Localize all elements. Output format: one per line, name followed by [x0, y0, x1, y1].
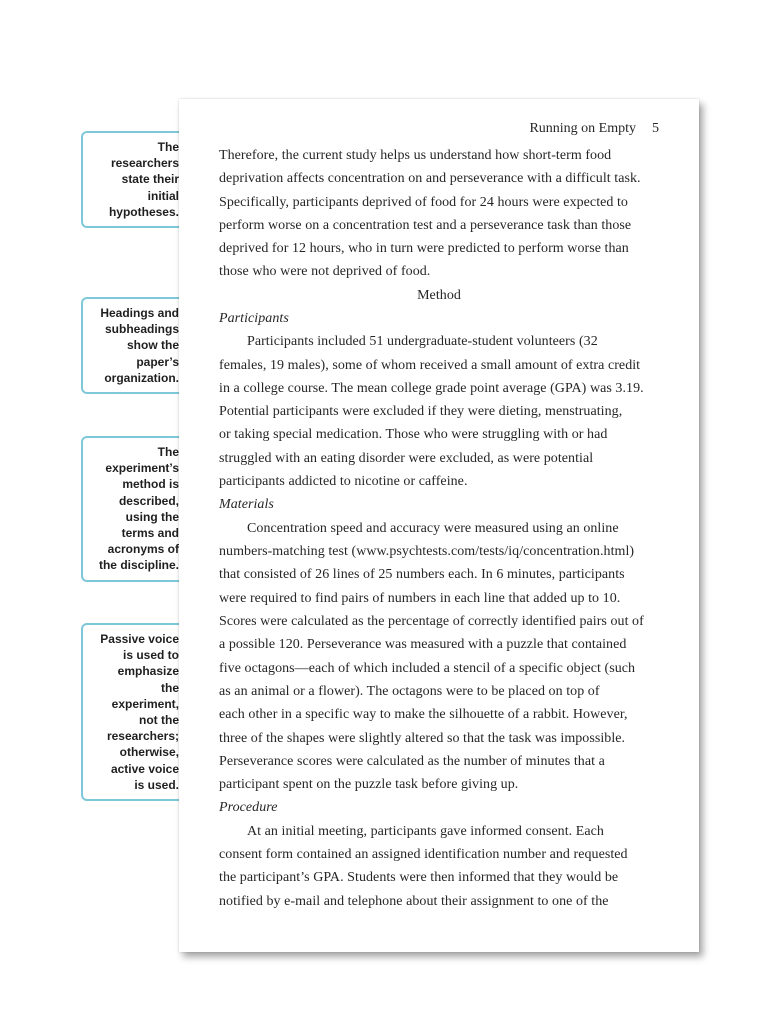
annotation-line: emphasize: [117, 664, 179, 679]
annotation-line: active voice: [110, 761, 179, 776]
annotation-line: is used.: [134, 777, 179, 792]
annotation-line: experiment,: [111, 696, 179, 711]
annotation-line: organization.: [104, 370, 179, 385]
body-line: in a college course. The mean college grade point average (GPA) was 3.19.: [219, 381, 644, 396]
annotation-line: paper’s: [136, 354, 179, 369]
annotation-line: acronyms of: [107, 542, 179, 557]
body-line: Participants included 51 undergraduate-student volunteers (32: [247, 334, 598, 349]
section-heading-method: Method: [417, 288, 461, 303]
subheading-materials: Materials: [219, 497, 274, 512]
annotation-line: Passive voice: [100, 632, 179, 646]
annotation-line: method is: [122, 477, 179, 492]
body-line: numbers-matching test (www.psychtests.com/tests/iq/concentration.html): [219, 544, 635, 559]
body-line: three of the shapes were slightly altered so that the task was impossible.: [219, 731, 626, 746]
body-line: participants addicted to nicotine or caffeine.: [219, 474, 468, 489]
annotation-method: [81, 436, 189, 582]
body-line: Concentration speed and accuracy were measured using an online: [247, 521, 619, 536]
body-line: consent form contained an assigned identification number and requested: [219, 847, 628, 862]
body-line: Perseverance scores were calculated as the number of minutes that a: [219, 754, 605, 769]
body-line: Scores were calculated as the percentage of correctly identified pairs out of: [219, 614, 644, 629]
annotation-line: not the: [139, 713, 179, 728]
subheading-participants: Participants: [219, 311, 289, 326]
annotation-line: researchers;: [106, 729, 179, 744]
annotation-line: described,: [118, 493, 179, 508]
body-line: were required to find pairs of numbers in each line that added up to 10.: [219, 591, 621, 606]
annotation-line: initial: [147, 188, 179, 203]
body-line: each other in a specific way to make the silhouette of a rabbit. However,: [219, 707, 628, 722]
body-line: deprivation affects concentration on and perseverance with a difficult task.: [219, 171, 641, 186]
annotation-line: subheadings: [104, 322, 179, 337]
body-line: struggled with an eating disorder were excluded, as were potential: [219, 451, 594, 466]
body-line: five octagons—each of which included a stencil of a specific object (such: [219, 661, 636, 676]
body-line: participant spent on the puzzle task before giving up.: [219, 777, 519, 792]
annotation-passive-voice: [81, 623, 189, 801]
annotation-line: researchers: [110, 156, 179, 171]
body-line: Specifically, participants deprived of food for 24 hours were expected to: [219, 195, 628, 210]
annotation-line: hypotheses.: [108, 204, 179, 219]
body-line: Potential participants were excluded if they were dieting, menstruating,: [219, 404, 623, 419]
annotation-line: using the: [125, 509, 179, 524]
body-line: that consisted of 26 lines of 25 numbers each. In 6 minutes, participants: [219, 567, 625, 582]
body-line: Therefore, the current study helps us understand how short-term food: [219, 148, 612, 163]
body-line: At an initial meeting, participants gave informed consent. Each: [247, 824, 604, 839]
body-line: notified by e-mail and telephone about their assignment to one of the: [219, 894, 609, 909]
annotation-headings: [81, 297, 189, 394]
subheading-procedure: Procedure: [219, 800, 278, 815]
annotation-line: state their: [121, 172, 179, 187]
annotation-line: the discipline.: [98, 558, 179, 573]
body-line: perform worse on a concentration test and a perseverance task than those: [219, 218, 632, 233]
annotation-hypotheses: [81, 131, 189, 228]
body-line: the participant’s GPA. Students were then informed that they would be: [219, 870, 619, 885]
body-line: a possible 120. Perseverance was measured with a puzzle that contained: [219, 637, 627, 652]
annotation-line: otherwise,: [119, 745, 179, 760]
body-line: those who were not deprived of food.: [219, 264, 431, 279]
annotation-line: The: [157, 445, 179, 459]
annotation-line: Headings and: [100, 306, 179, 320]
annotation-line: terms and: [121, 526, 179, 541]
body-line: females, 19 males), some of whom received a small amount of extra credit: [219, 358, 641, 373]
body-line: or taking special medication. Those who were struggling with or had: [219, 427, 608, 442]
running-head-title: Running on Empty: [529, 121, 636, 136]
page-number: 5: [652, 121, 659, 136]
annotation-line: show the: [126, 338, 179, 353]
annotation-line: experiment’s: [105, 461, 179, 476]
body-line: as an animal or a flower). The octagons were to be placed on top of: [219, 684, 600, 699]
body-line: deprived for 12 hours, who in turn were predicted to perform worse than: [219, 241, 629, 256]
annotation-line: is used to: [122, 648, 179, 663]
running-head: [529, 121, 659, 137]
annotation-line: The: [157, 140, 179, 154]
annotation-line: the: [161, 680, 179, 695]
paper-page: [179, 99, 699, 952]
